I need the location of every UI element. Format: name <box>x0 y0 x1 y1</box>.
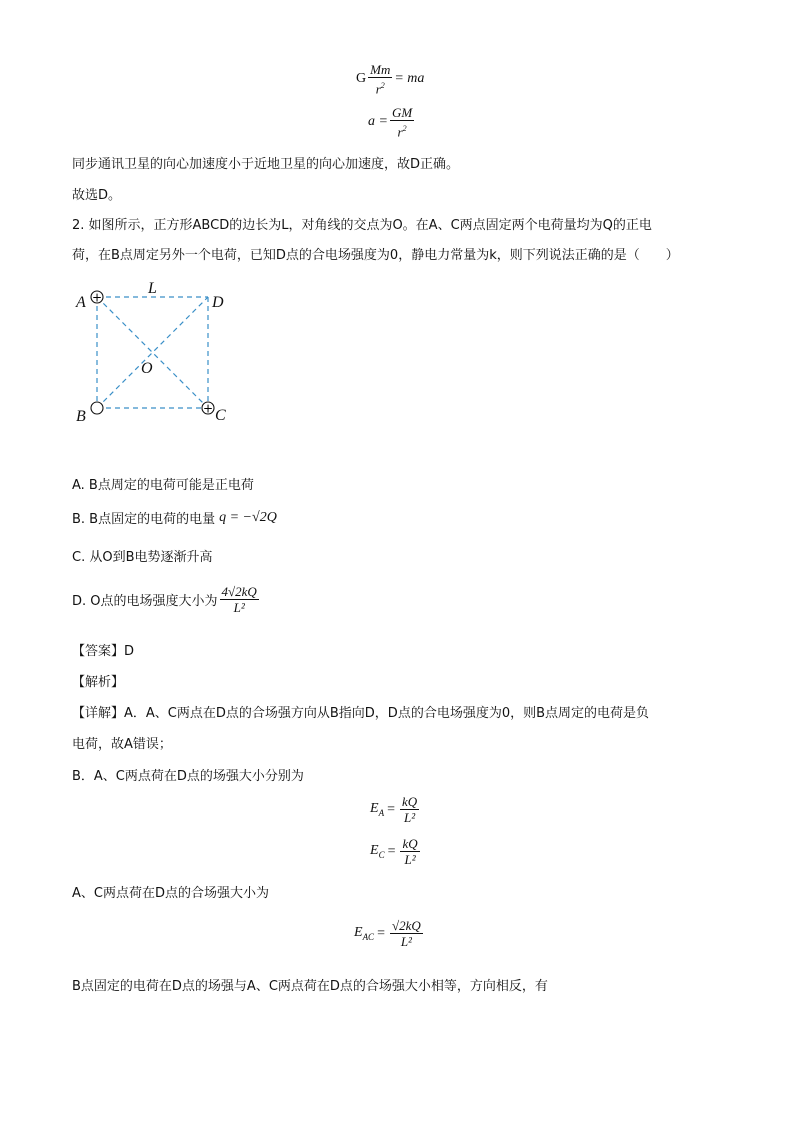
square-diagram <box>70 280 240 430</box>
charge-a-plus: + <box>91 290 103 305</box>
eac-lhs: $E_{AC}$ <box>354 925 375 942</box>
ec-equals: = <box>387 843 396 859</box>
eac-equation <box>354 918 425 949</box>
option-d <box>72 584 261 615</box>
option-d-fraction <box>220 584 259 615</box>
eq2-denominator: $r^2$ <box>397 124 407 140</box>
ec-fraction <box>400 836 419 867</box>
label-a: A <box>76 294 86 311</box>
prev-conclusion: 同步通讯卫星的向心加速度小于近地卫星的向心加速度，故D正确。 <box>72 157 460 172</box>
eq1-numerator: Mm <box>370 62 391 77</box>
ea-denominator: L² <box>403 810 416 825</box>
eq1-lhs: G <box>356 71 367 87</box>
option-b <box>72 508 277 527</box>
prev-choice: 故选D。 <box>72 188 122 203</box>
ec-denominator: L² <box>404 852 416 867</box>
ea-equation <box>370 794 421 825</box>
label-l: L <box>148 280 157 297</box>
option-d-numerator: 4√2kQ <box>221 584 257 599</box>
ea-numerator: kQ <box>401 794 418 809</box>
detail-line-3: B．A、C两点荷在D点的场强大小分别为 <box>72 769 304 784</box>
acceleration-equation <box>368 105 416 139</box>
eq1-fraction <box>368 62 392 96</box>
answer-line: 【答案】D <box>72 644 135 659</box>
eq2-lhs: a = <box>368 114 388 130</box>
ea-lhs: $E_A$ <box>370 801 385 818</box>
label-b: B <box>76 408 86 425</box>
option-a: A. B点周定的电荷可能是正电荷 <box>72 478 254 493</box>
diagonal-ac <box>97 297 208 408</box>
label-o: O <box>141 360 153 377</box>
eac-numerator: √2kQ <box>391 918 421 933</box>
eac-equals: = <box>377 925 385 941</box>
ea-fraction <box>400 794 419 825</box>
eq1-denominator: $r^2$ <box>375 81 385 97</box>
detail-line-1: 【详解】A．A、C两点在D点的合场强方向从B指向D，D点的合电场强度为0，则B点周定的电荷是负 <box>72 706 650 721</box>
option-d-denominator: L² <box>233 600 245 615</box>
question-line-1: 2. 如图所示，正方形ABCD的边长为L，对角线的交点为O。在A、C两点固定两个电荷量均为Q的正电 <box>72 218 652 233</box>
charge-b-icon <box>91 402 103 414</box>
label-c: C <box>215 407 226 424</box>
eac-fraction <box>390 918 423 949</box>
detail-line-2: 电荷，故A错误； <box>72 737 172 752</box>
eac-denominator: L² <box>400 934 412 949</box>
option-d-text: D. O点的电场强度大小为 <box>72 594 218 609</box>
charge-c-plus: + <box>202 401 214 416</box>
question-line-2: 荷，在B点周定另外一个电荷，已知D点的合电场强度为0，静电力常量为k，则下列说法正确的是（ ） <box>72 248 679 263</box>
ec-equation <box>370 836 422 867</box>
detail-line-5: B点固定的电荷在D点的场强与A、C两点荷在D点的合场强大小相等，方向相反，有 <box>72 979 548 994</box>
option-b-formula: q = −√2Q <box>219 509 277 525</box>
eq2-numerator: GM <box>391 105 413 120</box>
eq1-rhs: = ma <box>394 71 425 87</box>
eq2-fraction <box>390 105 414 139</box>
ec-lhs: $E_C$ <box>370 843 385 860</box>
ec-numerator: kQ <box>402 836 418 851</box>
gravity-equation <box>356 62 424 96</box>
option-b-text: B. B点固定的电荷的电量 <box>72 512 216 527</box>
option-c: C. 从O到B电势逐渐升高 <box>72 550 213 565</box>
detail-line-4: A、C两点荷在D点的合场强大小为 <box>72 886 269 901</box>
ea-equals: = <box>387 801 395 817</box>
label-d: D <box>212 294 224 311</box>
analysis-label: 【解析】 <box>72 675 125 690</box>
diagonal-bd <box>97 297 208 408</box>
